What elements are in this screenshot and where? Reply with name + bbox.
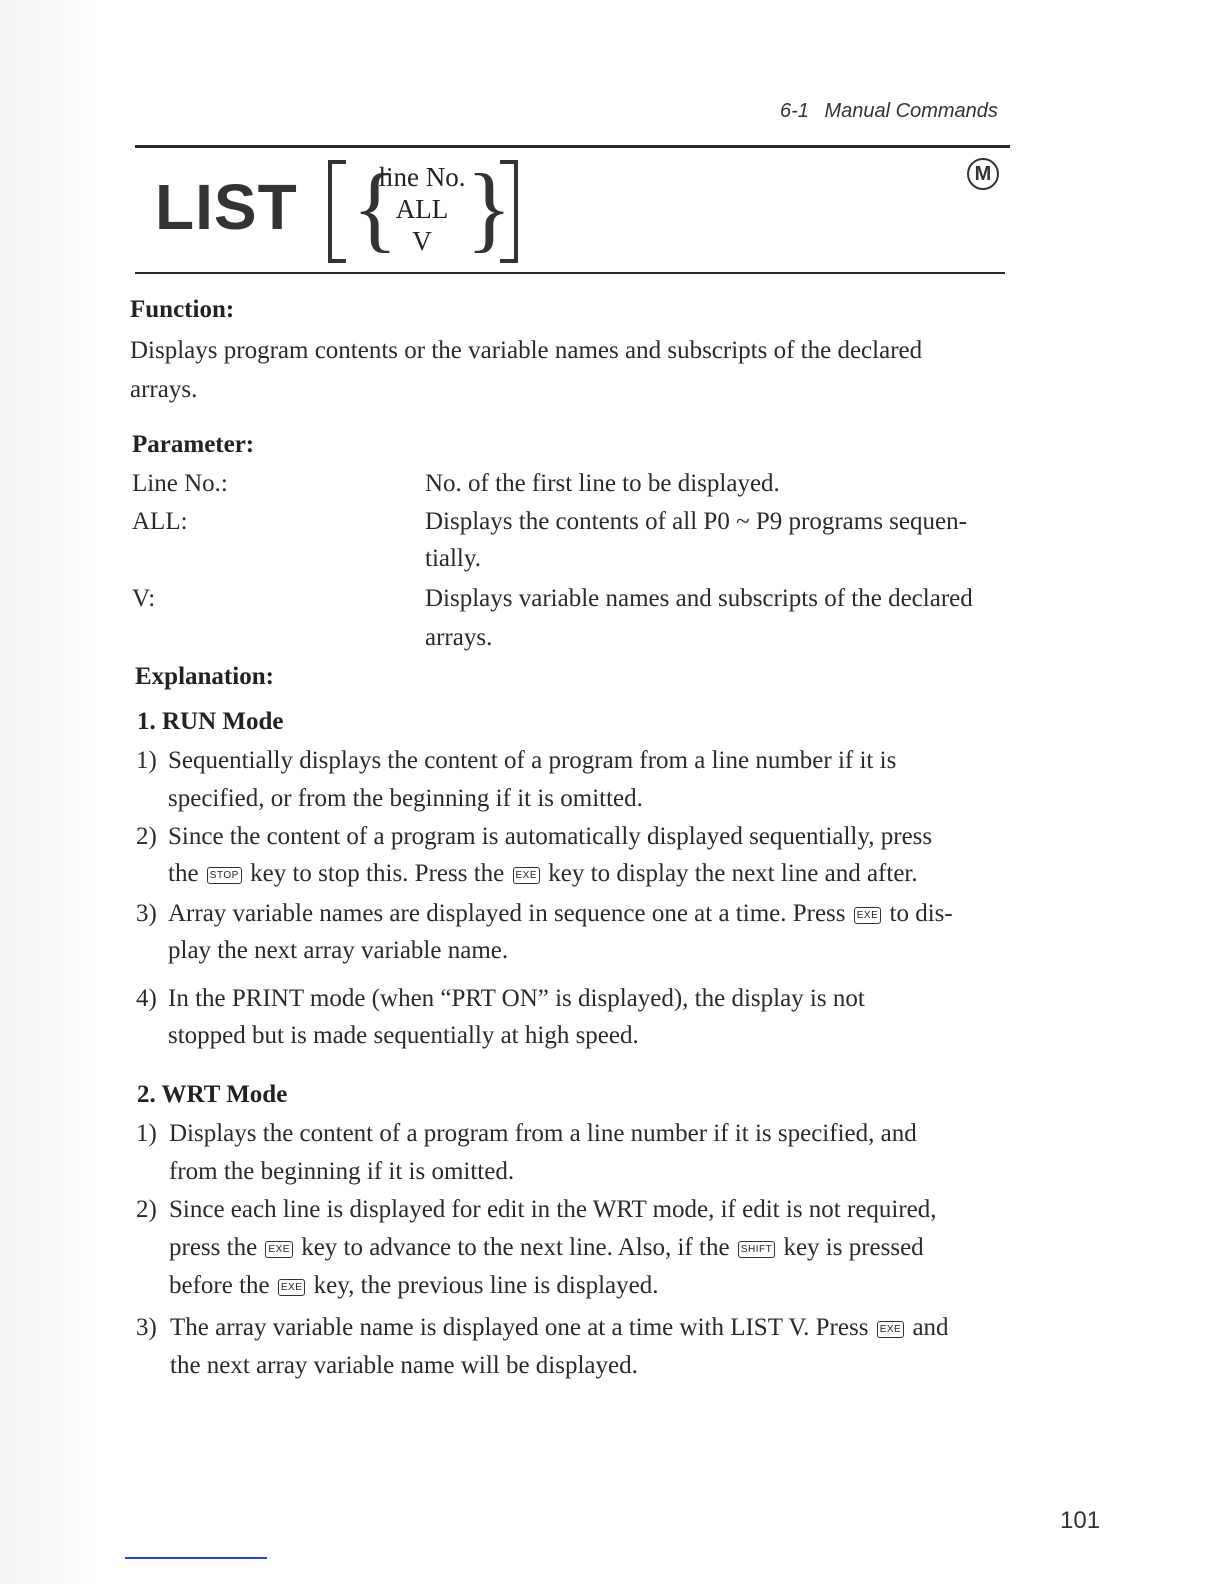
explanation-heading: Explanation: — [135, 663, 274, 690]
page-header — [780, 100, 998, 123]
run-item-1-line-2: specified, or from the beginning if it is omitted. — [168, 785, 643, 812]
param-desc-all-line-1: Displays the contents of all P0 ~ P9 programs sequen- — [425, 508, 967, 535]
param-desc-v-line-2: arrays. — [425, 624, 493, 651]
wrt-item-2-text-a: press the — [169, 1234, 258, 1261]
shift-key-icon: SHIFT — [738, 1241, 775, 1258]
wrt-item-2-text-e: key, the previous line is displayed. — [313, 1272, 659, 1299]
wrt-item-2-number: 2) — [136, 1196, 157, 1223]
function-heading: Function: — [130, 296, 235, 323]
exe-key-icon: EXE — [854, 907, 882, 924]
option-all: ALL — [395, 194, 449, 224]
run-item-3-text-a: Array variable names are displayed in sequence one at a time. Press — [168, 900, 846, 927]
page-margin-shadow — [0, 0, 100, 1584]
stop-key-icon: STOP — [207, 867, 242, 884]
run-item-1-line-1: Sequentially displays the content of a program from a line number if it is — [168, 747, 897, 774]
wrt-item-2-line-1: Since each line is displayed for edit in the WRT mode, if edit is not required, — [169, 1196, 937, 1223]
param-desc-all-line-2: tially. — [425, 545, 482, 572]
param-desc-v-line-1: Displays variable names and subscripts of the declared — [425, 585, 973, 612]
exe-key-icon: EXE — [278, 1279, 306, 1296]
run-item-3-text-b: to dis- — [889, 900, 953, 927]
wrt-item-3-line-2: the next array variable name will be displayed. — [170, 1352, 638, 1379]
wrt-item-2-text-d: before the — [169, 1272, 270, 1299]
wrt-item-2-line-3 — [169, 1272, 659, 1300]
function-text-line-1: Displays program contents or the variable names and subscripts of the declared — [130, 337, 923, 364]
run-item-2-line-2 — [168, 860, 918, 888]
wrt-item-2-text-b: key to advance to the next line. Also, if the — [301, 1234, 730, 1261]
run-item-2-text-a: the — [168, 860, 199, 887]
wrt-item-3-number: 3) — [136, 1314, 157, 1341]
function-text-line-2: arrays. — [130, 376, 198, 403]
parameter-heading: Parameter: — [132, 431, 255, 458]
run-item-2-text-c: key to display the next line and after. — [548, 860, 918, 887]
run-item-4-line-2: stopped but is made sequentially at high speed. — [168, 1022, 639, 1049]
run-item-3-number: 3) — [136, 900, 157, 927]
run-item-3-line-2: play the next array variable name. — [168, 937, 509, 964]
run-item-2-number: 2) — [136, 823, 157, 850]
run-mode-title: 1. RUN Mode — [137, 708, 284, 735]
wrt-item-2-line-2 — [169, 1234, 924, 1262]
wrt-item-1-number: 1) — [136, 1120, 157, 1147]
brace-left: { — [352, 154, 399, 261]
wrt-item-1-line-1: Displays the content of a program from a line number if it is specified, and — [169, 1120, 917, 1147]
run-item-1-number: 1) — [136, 747, 157, 774]
optional-bracket-right — [500, 160, 518, 263]
bottom-edge-mark — [125, 1557, 267, 1559]
wrt-item-3-line-1 — [170, 1314, 949, 1342]
manual-mode-icon: M — [967, 158, 999, 190]
exe-key-icon: EXE — [877, 1321, 905, 1338]
run-item-4-line-1: In the PRINT mode (when “PRT ON” is displayed), the display is not — [168, 985, 865, 1012]
exe-key-icon: EXE — [265, 1241, 293, 1258]
option-line-no: line No. — [378, 162, 466, 192]
run-item-2-text-b: key to stop this. Press the — [250, 860, 505, 887]
run-item-3-line-1 — [168, 900, 953, 928]
run-item-2-line-1: Since the content of a program is automatically displayed sequentially, press — [168, 823, 933, 850]
brace-right: } — [466, 154, 513, 261]
section-number: 6-1 — [780, 100, 809, 122]
bottom-rule — [135, 272, 1005, 274]
top-rule — [135, 145, 1010, 148]
param-label-v: V: — [132, 585, 156, 612]
option-v: V — [412, 226, 432, 256]
wrt-item-3-text-b: and — [912, 1314, 949, 1341]
command-name: LIST — [155, 171, 298, 243]
param-label-all: ALL: — [132, 508, 188, 535]
wrt-item-2-text-c: key is pressed — [783, 1234, 924, 1261]
wrt-item-3-text-a: The array variable name is displayed one at a time with LIST V. Press — [170, 1314, 869, 1341]
optional-bracket-left — [328, 160, 346, 263]
exe-key-icon: EXE — [513, 867, 541, 884]
page-number: 101 — [1060, 1507, 1101, 1534]
section-title: Manual Commands — [824, 100, 998, 122]
run-item-4-number: 4) — [136, 985, 157, 1012]
param-label-line-no: Line No.: — [132, 470, 228, 497]
param-desc-line-no: No. of the first line to be displayed. — [425, 470, 780, 497]
wrt-item-1-line-2: from the beginning if it is omitted. — [169, 1158, 515, 1185]
wrt-mode-title: 2. WRT Mode — [137, 1081, 288, 1108]
